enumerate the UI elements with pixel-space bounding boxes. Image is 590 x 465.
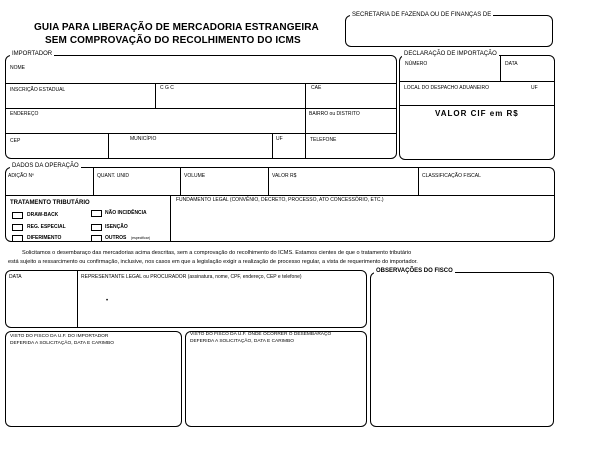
numero-label: NÚMERO — [405, 61, 428, 67]
importador-legend: IMPORTADOR — [12, 51, 53, 57]
signature-data-label: DATA — [9, 274, 22, 280]
isencao-label: ISENÇÃO — [105, 224, 128, 230]
tratamento-label: TRATAMENTO TRIBUTÁRIO — [10, 200, 90, 206]
visto-desembaraco-section[interactable] — [185, 331, 367, 427]
visto1-line2: DEFERIDA A SOLICITAÇÃO, DATA E CARIMBO — [10, 341, 114, 346]
local-despacho-label: LOCAL DO DESPACHO ADUANEIRO — [404, 85, 490, 91]
nao-incidencia-label: NÃO INCIDÊNCIA — [105, 210, 147, 216]
adicao-label: ADIÇÃO Nº — [8, 173, 34, 179]
telefone-label: TELEFONE — [310, 137, 337, 143]
observacoes-legend: OBSERVAÇÕES DO FISCO — [376, 268, 453, 274]
uf-di-label: UF — [531, 85, 538, 91]
nao-incidencia-checkbox[interactable] — [91, 210, 102, 217]
cep-label: CEP — [10, 138, 21, 144]
drawback-checkbox[interactable] — [12, 212, 23, 219]
visto2-line1: VISTO DO FISCO DA U.F. ONDE OCORRER O DESEMBARAÇO — [190, 332, 332, 337]
fundamento-label: FUNDAMENTO LEGAL (CONVÊNIO, DECRETO, PROCESSO, ATO CONCESSÓRIO, ETC.) — [176, 197, 384, 203]
isencao-checkbox[interactable] — [91, 224, 102, 231]
valor-cif-label: VALOR CIF em R$ — [435, 109, 519, 118]
declaracao-legend: DECLARAÇÃO DE IMPORTAÇÃO — [404, 51, 497, 57]
bairro-label: BAIRRO ou DISTRITO — [309, 111, 360, 117]
visto2-line2: DEFERIDA A SOLICITAÇÃO, DATA E CARIMBO — [190, 339, 294, 344]
form-title-line2: SEM COMPROVAÇÃO DO RECOLHIMENTO DO ICMS — [45, 35, 301, 46]
declaration-line2: está sujeito a ressarcimento ou confirmação, inclusive, nos casos em que a legislação exigir a realização de processo regular, a vista de requerimento do importador. — [8, 259, 418, 265]
reg-especial-checkbox[interactable] — [12, 224, 23, 231]
outros-sub-label: (especificar) — [131, 236, 151, 240]
classificacao-label: CLASSIFICAÇÃO FISCAL — [422, 173, 481, 179]
cae-label: CAE — [311, 85, 322, 91]
diferimento-checkbox[interactable] — [12, 235, 23, 242]
observacoes-section[interactable] — [370, 272, 554, 427]
form-title-line1: GUIA PARA LIBERAÇÃO DE MERCADORIA ESTRANGEIRA — [34, 22, 319, 33]
secretaria-box[interactable] — [345, 15, 553, 47]
visto1-line1: VISTO DO FISCO DA U.F. DO IMPORTADOR — [10, 334, 109, 339]
municipio-label: MUNICÍPIO — [130, 136, 157, 142]
drawback-label: DRAW-BACK — [27, 212, 59, 218]
reg-especial-label: REG. ESPECIAL — [27, 224, 66, 230]
importador-section — [5, 55, 397, 159]
quant-label: QUANT. UNID — [97, 173, 129, 179]
endereco-label: ENDEREÇO — [10, 111, 39, 117]
nome-label: NOME — [10, 65, 25, 71]
declaration-line1: Solicitamos o desembaraço das mercadorias acima descritas, sem a comprovação do recolhimento do ICMS. Estamos cientes de que o tratamento tributário — [22, 250, 412, 256]
representante-label: REPRESENTANTE LEGAL ou PROCURADOR (assinatura, nome, CPF, endereço, CEP e telefone) — [81, 274, 302, 280]
outros-checkbox[interactable] — [91, 235, 102, 242]
data-di-label: DATA — [505, 61, 518, 67]
operacao-legend: DADOS DA OPERAÇÃO — [12, 163, 79, 169]
volume-label: VOLUME — [184, 173, 206, 179]
inscricao-label: INSCRIÇÃO ESTADUAL — [10, 87, 66, 93]
valor-label: VALOR R$ — [272, 173, 297, 179]
outros-label: OUTROS — [105, 235, 127, 241]
cgc-label: C G C — [160, 85, 174, 91]
mark-dot: • — [106, 298, 109, 304]
declaracao-section — [399, 55, 555, 160]
secretaria-label: SECRETARIA DE FAZENDA OU DE FINANÇAS DE — [352, 12, 492, 18]
uf-label: UF — [276, 136, 283, 142]
diferimento-label: DIFERIMENTO — [27, 235, 62, 241]
